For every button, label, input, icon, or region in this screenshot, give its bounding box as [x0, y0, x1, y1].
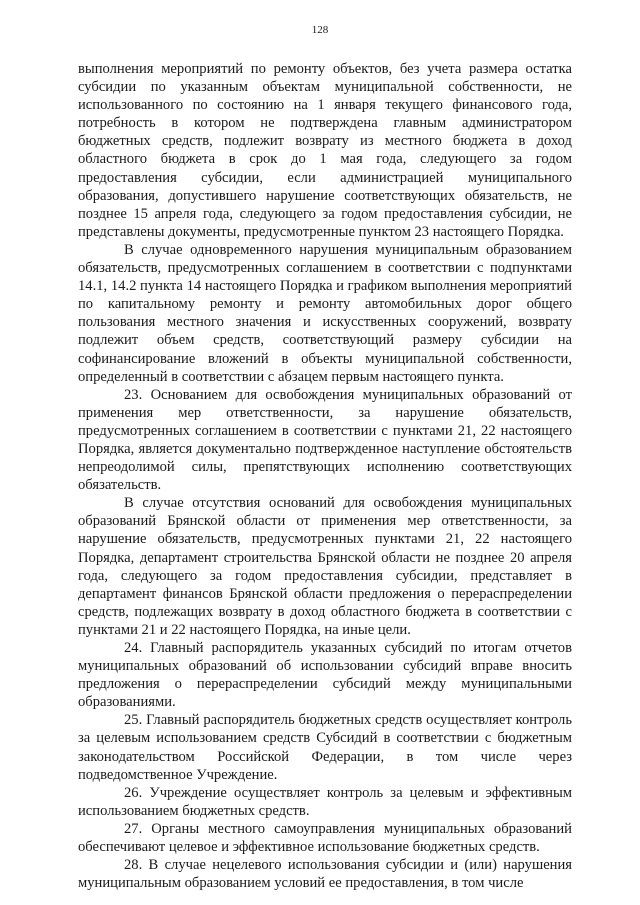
paragraph-27: 27. Органы местного самоуправления муниципальных образований обеспечивают целевое и эффективное использование бюджетных средств.	[78, 820, 572, 856]
paragraph-28: 28. В случае нецелевого использования субсидии и (или) нарушения муниципальным образованием условий ее предоставления, в том числе	[78, 857, 572, 892]
page-number: 128	[311, 24, 329, 36]
document-body	[78, 60, 572, 892]
paragraph-25: 25. Главный распорядитель бюджетных средств осуществляет контроль за целевым использованием средств Субсидий в соответствии с бюджетным законодательством Российской Федерации, в том числе через подведомственное Учреждение.	[78, 712, 572, 783]
paragraph-26: 26. Учреждение осуществляет контроль за целевым и эффективным использованием бюджетных средств.	[78, 784, 572, 819]
paragraph-23: 23. Основанием для освобождения муниципальных образований от применения мер ответственности, за нарушение обязательств, предусмотренных соглашением в соответствии с пунктами 21, 22 настоящего Порядка, является документально подтвержденное наступление обстоятельств непреодолимой силы, препятствующих исполнению соответствующих обязательств.	[78, 386, 572, 494]
paragraph-24: 24. Главный распорядитель указанных субсидий по итогам отчетов муниципальных образований об использовании субсидий вправе вносить предложения о перераспределении субсидий между муниципальными образованиями.	[78, 640, 572, 711]
paragraph-simultaneous-violation: В случае одновременного нарушения муниципальным образованием обязательств, предусмотренных соглашением в соответствии с подпунктами 14.1, 14.2 пункта 14 настоящего Порядка и графиком выполнения мероприятий по капитальному ремонту и ремонту автомобильных дорог общего пользования местного значения и искусственных сооружений, возврату подлежит объем средств, соответствующий размеру субсидии на софинансирование вложений в объекты муниципальной собственности, определенный в соответствии с абзацем первым настоящего пункта.	[78, 241, 572, 385]
paragraph-23-absence: В случае отсутствия оснований для освобождения муниципальных образований Брянской области от применения мер ответственности, за нарушение обязательств, предусмотренных пунктами 21, 22 настоящего Порядка, департамент строительства Брянской области не позднее 20 апреля года, следующего за годом предоставления субсидии, представляет в департамент финансов Брянской области предложения о перераспределении средств, подлежащих возврату в доход областного бюджета в соответствии с пунктами 21 и 22 настоящего Порядка, на иные цели.	[78, 495, 572, 638]
paragraph-continuation: выполнения мероприятий по ремонту объектов, без учета размера остатка субсидии по указанным объектам муниципальной собственности, не использованного по состоянию на 1 января текущего финансового года, потребность в котором не подтверждена главным администратором бюджетных средств, подлежит возврату из местного бюджета в доход областного бюджета в срок до 1 мая года, следующего за годом предоставления субсидии, если администрацией муниципального образования, допустившего нарушение соответствующих обязательств, не позднее 15 апреля года, следующего за годом предоставления субсидии, не представлены документы, предусмотренные пунктом 23 настоящего Порядка.	[78, 61, 572, 240]
